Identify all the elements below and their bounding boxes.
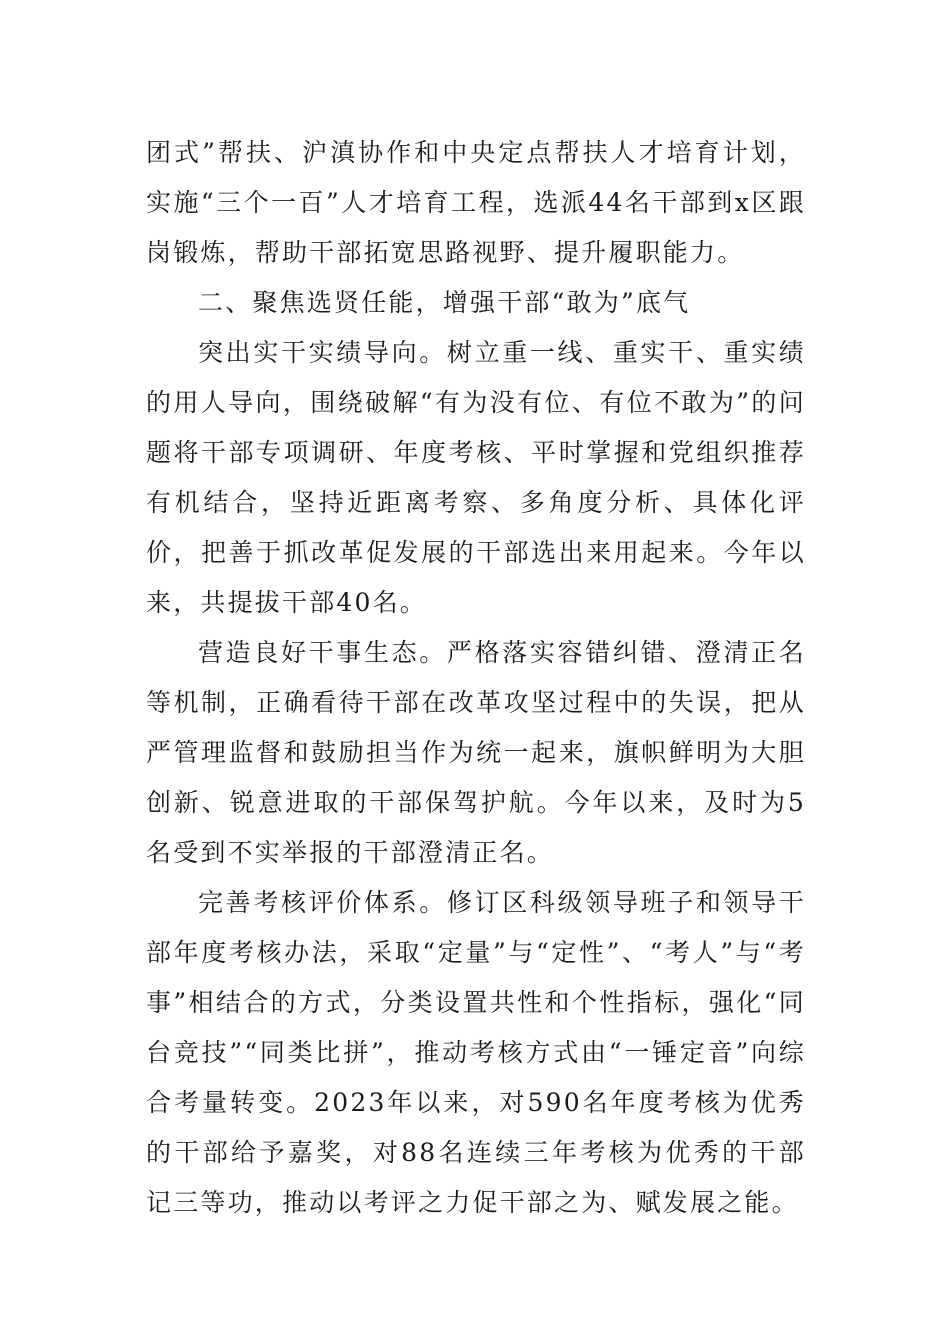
paragraph-performance-orientation: 突出实干实绩导向。树立重一线、重实干、重实绩的用人导向，围绕破解“有为没有位、有位不敢为”的问题将干部专项调研、年度考核、平时掌握和党组织推荐有机结合，坚持近距离考察、多角度分析、具体化评价，把善于抓改革促发展的干部选出来用起来。今年以来，共提拔干部40名。 [146,338,806,617]
document-body [146,128,806,1228]
section-heading: 二、聚焦选贤任能，增强干部“敢为”底气 [198,288,691,317]
paragraph-evaluation-system: 完善考核评价体系。修订区科级领导班子和领导干部年度考核办法，采取“定量”与“定性”、“考人”与“考事”相结合的方式，分类设置共性和个性指标，强化“同台竞技”“同类比拼”，推动考核方式由“一锤定音”向综合考量转变。2023年以来，对590名年度考核为优秀的干部给予嘉奖，对88名连续三年考核为优秀的干部记三等功，推动以考评之力促干部之为、赋发展之能。 [146,888,806,1217]
paragraph-continuation: 团式”帮扶、沪滇协作和中央定点帮扶人才培育计划，实施“三个一百”人才培育工程，选派44名干部到x区跟岗锻炼，帮助干部拓宽思路视野、提升履职能力。 [146,138,806,267]
paragraph-work-ecology: 营造良好干事生态。严格落实容错纠错、澄清正名等机制，正确看待干部在改革攻坚过程中的失误，把从严管理监督和鼓励担当作为统一起来，旗帜鲜明为大胆创新、锐意进取的干部保驾护航。今年以来，及时为5名受到不实举报的干部澄清正名。 [146,638,806,867]
